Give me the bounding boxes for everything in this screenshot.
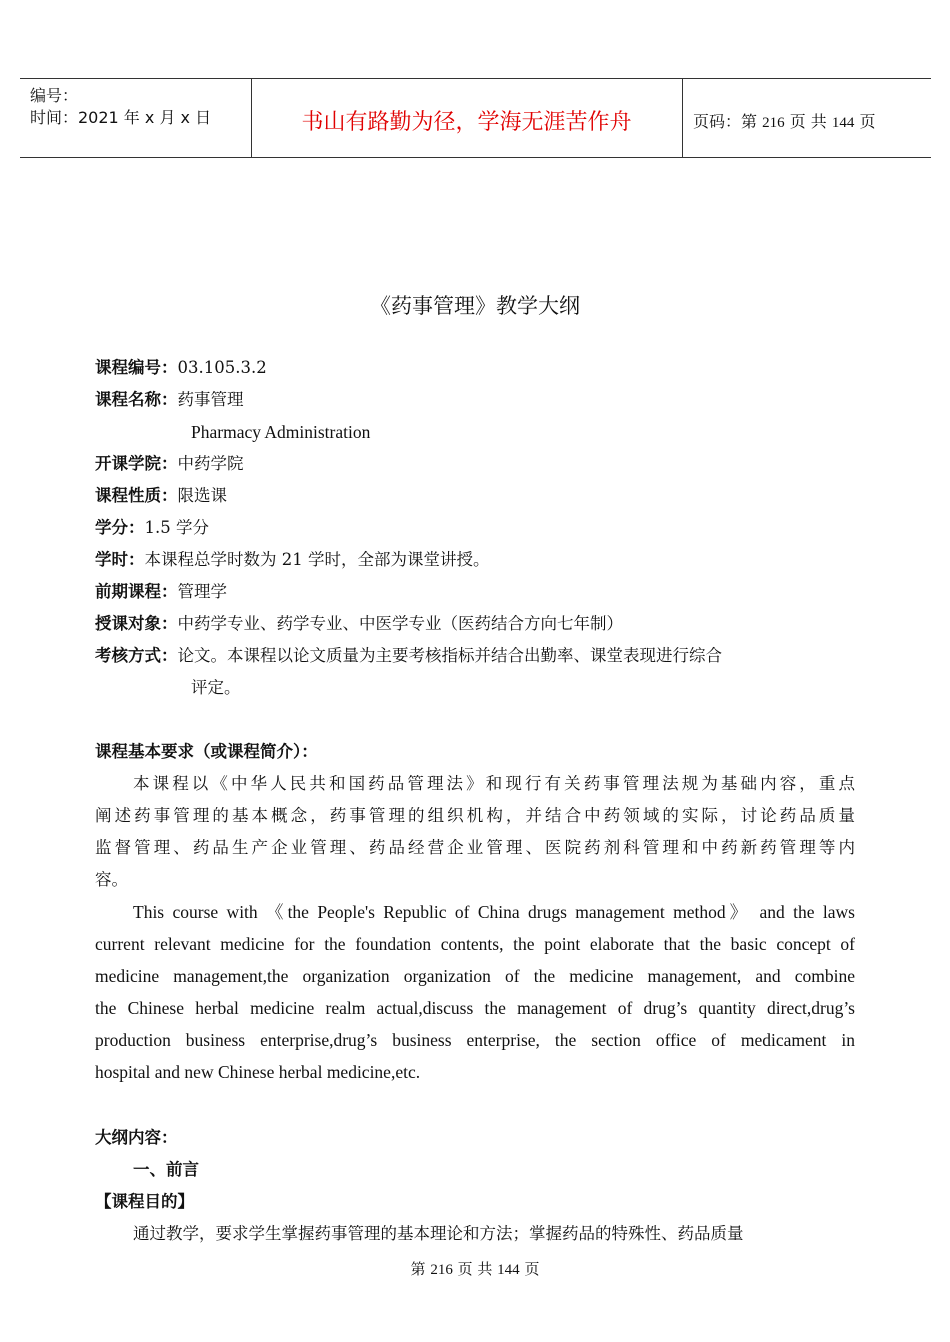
intro-en-line: current relevant medicine for the foundation contents, the point elaborate that the basic concept of xyxy=(95,934,855,954)
purpose-text-line1: 通过教学，要求学生掌握药事管理的基本理论和方法；掌握药品的特殊性、药品质量 xyxy=(133,1224,744,1243)
intro-english-paragraph xyxy=(95,896,855,1088)
header-page-number xyxy=(693,109,876,132)
document-number-label: 编号： xyxy=(30,86,79,105)
course-code-label: 课程编号： xyxy=(95,358,178,377)
header-page-total: 144 xyxy=(831,115,855,131)
header-page-cell xyxy=(683,79,931,157)
college-value: 中药学院 xyxy=(177,454,244,473)
field-course-name xyxy=(95,384,244,416)
course-nature-value: 限选课 xyxy=(177,486,227,505)
purpose-heading xyxy=(95,1186,194,1218)
intro-en-line: This course with 《the People's Republic of China drugs management method》 and the laws xyxy=(133,902,855,922)
audience-label: 授课对象： xyxy=(95,614,178,633)
field-hours xyxy=(95,544,490,576)
field-course-nature xyxy=(95,480,227,512)
intro-heading xyxy=(95,736,318,768)
footer-middle: 页 共 xyxy=(457,1260,493,1278)
intro-cn-line: 本课程以《中华人民共和国药品管理法》和现行有关药事管理法规为基础内容，重点 xyxy=(133,774,855,793)
field-credit xyxy=(95,512,209,544)
footer-suffix: 页 xyxy=(524,1260,540,1278)
header-motto: 书山有路勤为径，学海无涯苦作舟 xyxy=(301,110,632,135)
intro-en-line: production business enterprise,drug’s business enterprise, the section office of medicament in xyxy=(95,1030,855,1050)
purpose-heading-text: 【课程目的】 xyxy=(95,1192,194,1211)
course-name-english: Pharmacy Administration xyxy=(191,422,371,442)
intro-heading-text: 课程基本要求（或课程简介）： xyxy=(95,742,318,761)
college-label: 开课学院： xyxy=(95,454,178,473)
intro-cn-line: 阐述药事管理的基本概念，药事管理的组织机构，并结合中药领域的实际，讨论药品质量 xyxy=(95,806,855,825)
header-page-suffix: 页 xyxy=(859,112,876,131)
field-course-code xyxy=(95,352,267,384)
course-nature-label: 课程性质： xyxy=(95,486,178,505)
credit-value: 1.5 学分 xyxy=(144,518,209,537)
outline-section-preface xyxy=(133,1154,199,1186)
intro-cn-line: 监督管理、药品生产企业管理、药品经营企业管理、医院药剂科管理和中药新药管理等内 xyxy=(95,838,855,857)
field-assessment xyxy=(95,640,722,672)
header-page-middle: 页 共 xyxy=(789,112,827,131)
assessment-value-line1: 论文。本课程以论文质量为主要考核指标并结合出勤率、课堂表现进行综合 xyxy=(177,646,722,665)
intro-en-line: medicine management,the organization organization of the medicine management, and combine xyxy=(95,966,855,986)
assessment-value-line2: 评定。 xyxy=(191,678,241,697)
hours-value: 本课程总学时数为 21 学时，全部为课堂讲授。 xyxy=(144,550,490,569)
document-title: 《药事管理》教学大纲 xyxy=(370,294,580,318)
outline-heading-text: 大纲内容： xyxy=(95,1128,178,1147)
intro-chinese-paragraph xyxy=(95,768,855,896)
intro-en-line: hospital and new Chinese herbal medicine,etc. xyxy=(95,1062,421,1082)
outline-heading xyxy=(95,1122,178,1154)
field-audience xyxy=(95,608,623,640)
prerequisite-label: 前期课程： xyxy=(95,582,178,601)
field-college xyxy=(95,448,244,480)
header-motto-cell xyxy=(251,79,683,157)
audience-value: 中药学专业、药学专业、中医学专业（医药结合方向七年制） xyxy=(177,614,623,633)
credit-label: 学分： xyxy=(95,518,145,537)
course-code-value: 03.105.3.2 xyxy=(177,358,267,377)
hours-label: 学时： xyxy=(95,550,145,569)
intro-en-line: the Chinese herbal medicine realm actual,discuss the management of drug’s quantity direct,drug’s xyxy=(95,998,855,1018)
footer-page-total: 144 xyxy=(497,1262,520,1278)
footer-page-current: 216 xyxy=(430,1262,453,1278)
header-page-prefix: 页码：第 xyxy=(693,112,758,131)
page-footer xyxy=(0,1258,950,1279)
intro-cn-line: 容。 xyxy=(95,870,128,889)
assessment-label: 考核方式： xyxy=(95,646,178,665)
course-name-value: 药事管理 xyxy=(177,390,244,409)
purpose-text xyxy=(133,1218,744,1250)
section-preface-text: 一、前言 xyxy=(133,1160,199,1179)
course-name-label: 课程名称： xyxy=(95,390,178,409)
header-meta-cell xyxy=(20,79,252,157)
document-time-label: 时间：2021 年 x 月 x 日 xyxy=(30,108,212,127)
prerequisite-value: 管理学 xyxy=(177,582,227,601)
page-header xyxy=(20,78,931,158)
field-prerequisite xyxy=(95,576,227,608)
footer-prefix: 第 xyxy=(410,1260,426,1278)
header-page-current: 216 xyxy=(762,115,785,131)
